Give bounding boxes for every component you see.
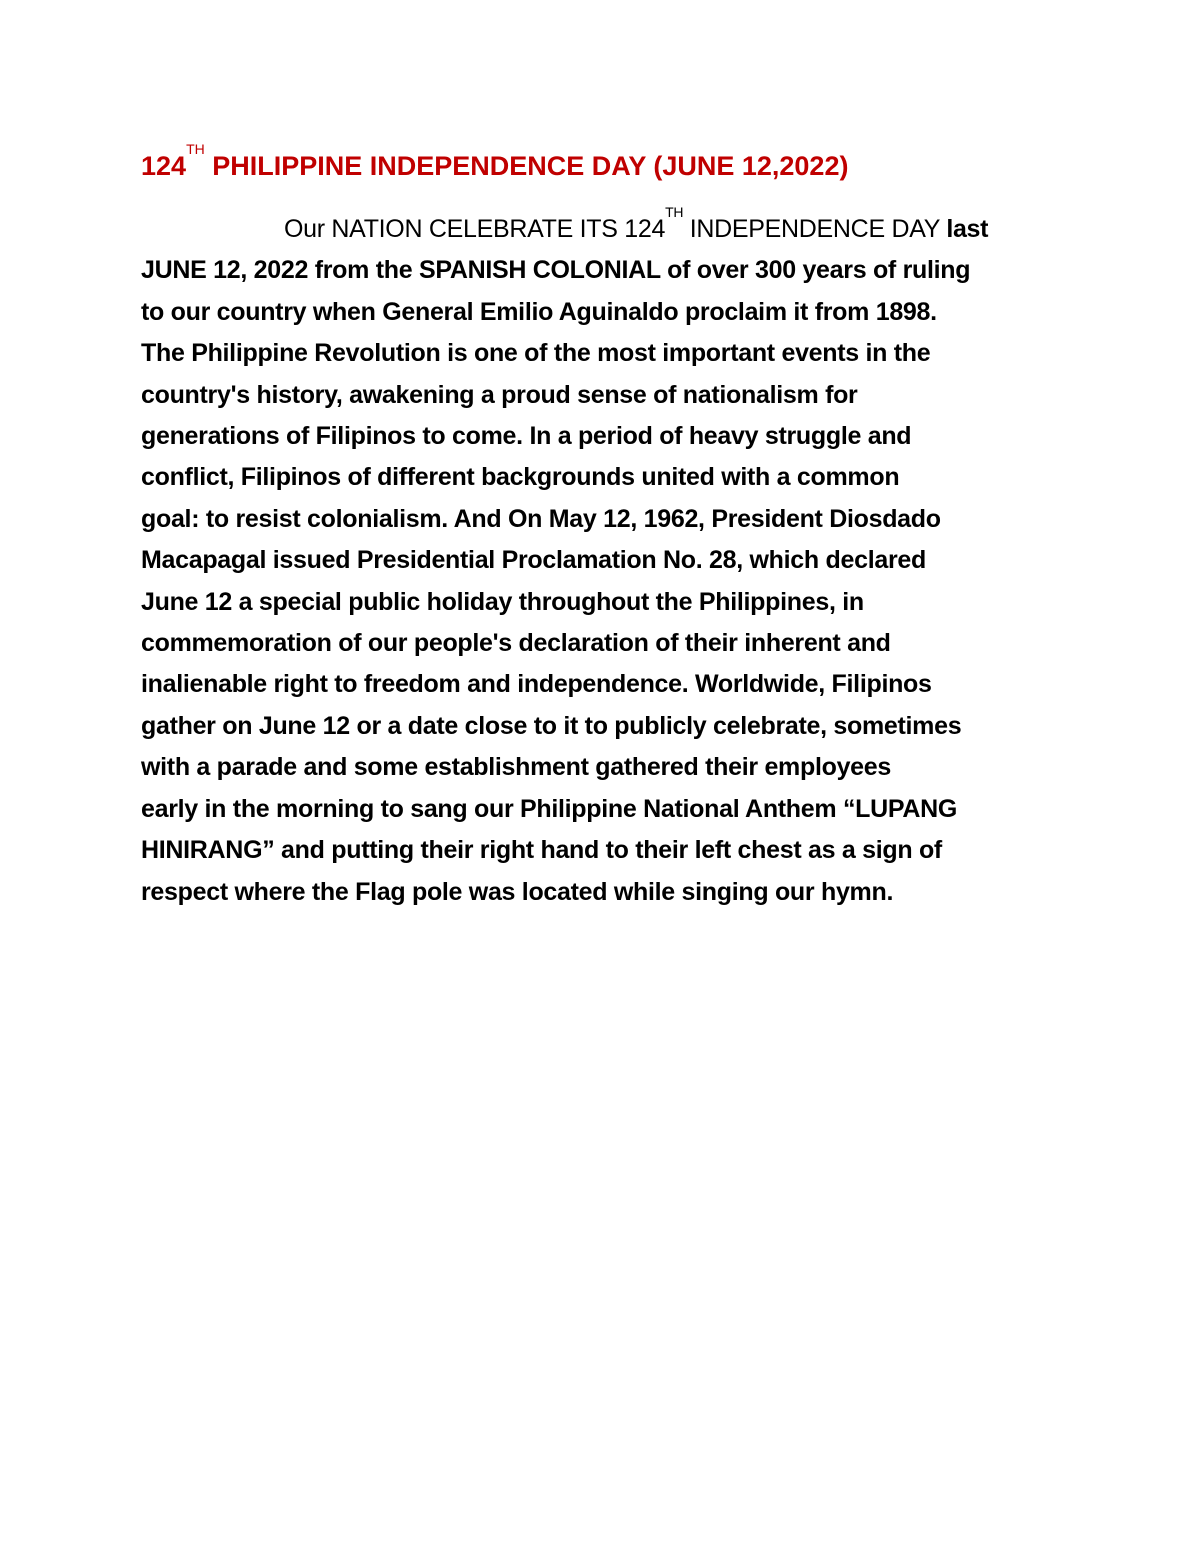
line-1-ordinal-suffix: TH (665, 204, 684, 220)
title-number: 124 (141, 151, 187, 181)
paragraph-line: Macapagal issued Presidential Proclamation No. 28, which declared (141, 546, 926, 575)
document-title (141, 141, 849, 186)
paragraph-line: HINIRANG” and putting their right hand to their left chest as a sign of (141, 836, 942, 865)
paragraph-line: inalienable right to freedom and independence. Worldwide, Filipinos (141, 670, 932, 699)
paragraph-line-1 (141, 204, 1071, 250)
paragraph-line: early in the morning to sang our Philippine National Anthem “LUPANG (141, 794, 958, 823)
paragraph-line: goal: to resist colonialism. And On May 12, 1962, President Diosdado (141, 504, 941, 533)
paragraph-line: JUNE 12, 2022 from the SPANISH COLONIAL of over 300 years of ruling (141, 256, 971, 285)
paragraph-line: The Philippine Revolution is one of the most important events in the (141, 339, 931, 368)
line-1-part-3: last (946, 215, 989, 243)
title-ordinal-suffix: TH (186, 141, 205, 157)
paragraph-line: June 12 a special public holiday throughout the Philippines, in (141, 587, 864, 616)
paragraph-line: commemoration of our people's declaration of their inherent and (141, 629, 891, 658)
line-1-part-1: Our NATION CELEBRATE ITS 124 (284, 215, 666, 243)
paragraph-line: generations of Filipinos to come. In a period of heavy struggle and (141, 422, 912, 451)
paragraph-line: with a parade and some establishment gathered their employees (141, 753, 891, 782)
paragraph-line: country's history, awakening a proud sense of nationalism for (141, 380, 858, 409)
paragraph-line: respect where the Flag pole was located while singing our hymn. (141, 877, 894, 906)
line-1-part-2: INDEPENDENCE DAY (683, 215, 947, 243)
body-paragraph (141, 204, 1071, 913)
paragraph-line: to our country when General Emilio Aguinaldo proclaim it from 1898. (141, 297, 937, 326)
title-text: PHILIPPINE INDEPENDENCE DAY (JUNE 12,2022) (204, 151, 849, 181)
paragraph-line: gather on June 12 or a date close to it to publicly celebrate, sometimes (141, 711, 962, 740)
paragraph-line: conflict, Filipinos of different backgrounds united with a common (141, 463, 900, 492)
